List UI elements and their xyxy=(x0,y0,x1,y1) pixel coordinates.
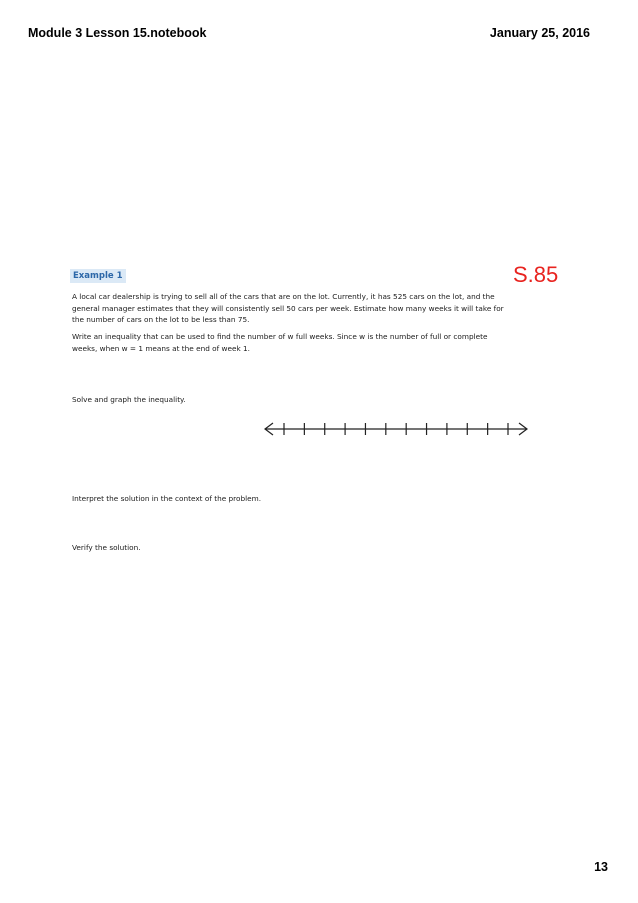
example-label: Example 1 xyxy=(70,269,126,283)
page-stamp: S.85 xyxy=(513,262,559,287)
verify-prompt: Verify the solution. xyxy=(72,543,141,552)
number-line xyxy=(262,418,530,440)
solve-prompt: Solve and graph the inequality. xyxy=(72,395,186,404)
header-date: January 25, 2016 xyxy=(489,26,590,40)
interpret-prompt: Interpret the solution in the context of the problem. xyxy=(72,494,262,503)
problem-paragraph: A local car dealership is trying to sell all of the cars that are on the lot. Currently, it has 525 cars on the lot, and the general manager estimates that they will consistently sell 50 cars per week. Estimate how many weeks it will take for the number of cars on the lot to be less than 75. xyxy=(72,292,504,324)
page-number: 13 xyxy=(594,860,608,874)
notebook-title: Module 3 Lesson 15.notebook xyxy=(28,26,207,40)
inequality-paragraph: Write an inequality that can be used to find the number of w full weeks. Since w is the number of full or complete weeks, when w = 1 means at the end of week 1. xyxy=(72,332,488,353)
